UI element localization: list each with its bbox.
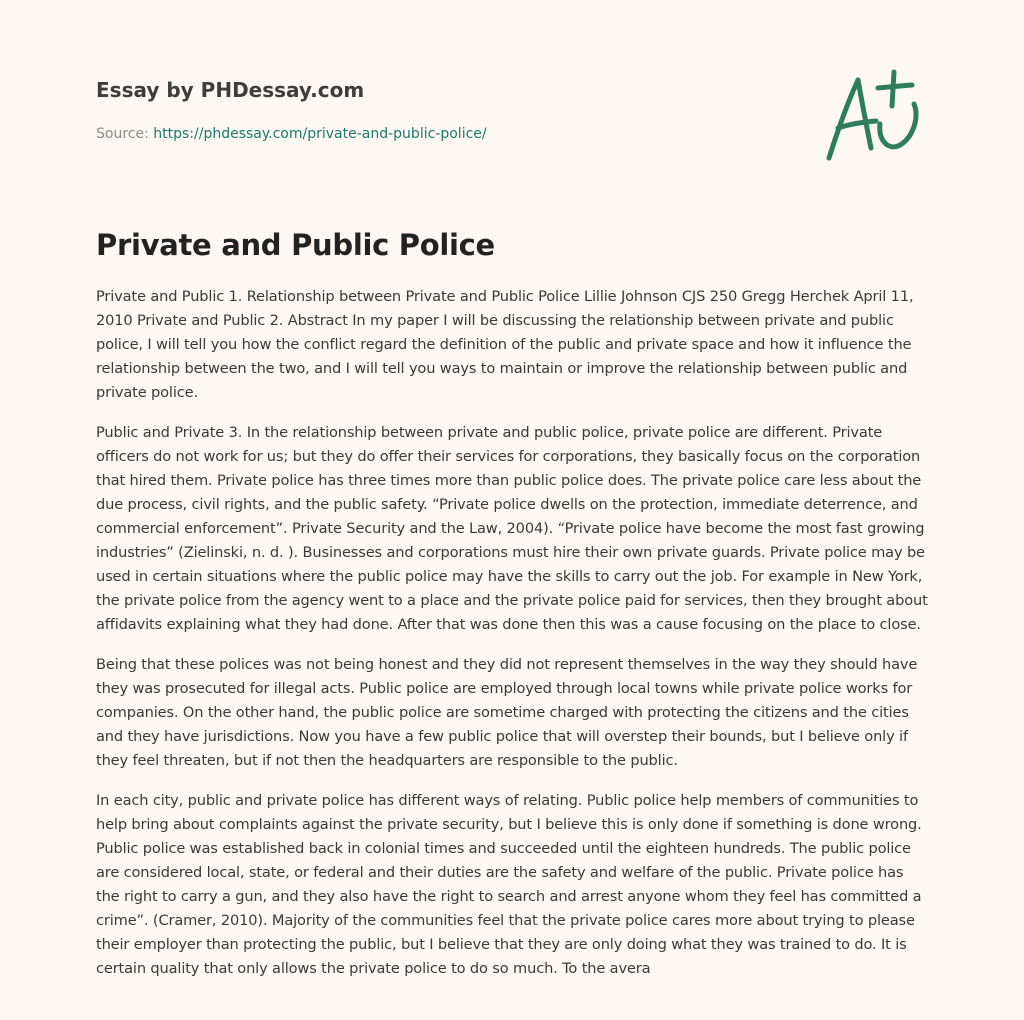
source-label: Source: (96, 126, 154, 142)
essay-paragraph: Being that these polices was not being honest and they did not represent themselves in the way they should have they was prosecuted for illegal acts. Public police are employed through local towns while private police works for companies. On the other hand, the public police are sometime charged with protecting the citizens and the cities and they have jurisdictions. Now you have a few public police that will overstep their bounds, but I believe only if they feel threaten, but if not then the headquarters are responsible to the public. (96, 656, 918, 769)
essay-paragraph: Private and Public 1. Relationship between Private and Public Police Lillie Johnson CJS 250 Gregg Herchek April 11, 2010 Private and Public 2. Abstract In my paper I will be discussing the relationship between private and public police, I will tell you how the conflict regard the definition of the public and private space and how it influence the relationship between the two, and I will tell you ways to maintain or improve the relationship between public and private police. (96, 288, 914, 401)
source-link[interactable]: https://phdessay.com/private-and-public-police/ (153, 126, 487, 142)
source-line (96, 124, 796, 144)
a-plus-logo-icon (822, 66, 926, 164)
essay-title: Private and Public Police (96, 228, 495, 262)
site-title: Essay by PHDessay.com (96, 78, 365, 102)
essay-body (96, 285, 928, 997)
essay-paragraph: Public and Private 3. In the relationship between private and public police, private police are different. Private officers do not work for us; but they do offer their services for corporations, they basically focus on the corporation that hired them. Private police has three times more than public police does. The private police care less about the due process, civil rights, and the public safety. “Private police dwells on the protection, immediate deterrence, and commercial enforcement”. Private Security and the Law, 2004). “Private police have become the most fast growing industries” (Zielinski, n. d. ). Businesses and corporations must hire their own private guards. Private police may be used in certain situations where the public police may have the skills to carry out the job. For example in New York, the private police from the agency went to a place and the private police paid for services, then they brought about affidavits explaining what they had done. After that was done then this was a cause focusing on the place to close. (96, 424, 928, 633)
site-header (96, 76, 796, 144)
essay-paragraph: In each city, public and private police has different ways of relating. Public police help members of communities to help bring about complaints against the private security, but I believe this is only done if something is done wrong. Public police was established back in colonial times and succeeded until the eighteen hundreds. The public police are considered local, state, or federal and their duties are the safety and welfare of the public. Private police has the right to carry a gun, and they also have the right to search and arrest anyone whom they feel has committed a crime”. (Cramer, 2010). Majority of the communities feel that the private police cares more about trying to please their employer than protecting the public, but I believe that they are only doing what they was trained to do. It is certain quality that only allows the private police to do so much. To the avera (96, 792, 922, 977)
